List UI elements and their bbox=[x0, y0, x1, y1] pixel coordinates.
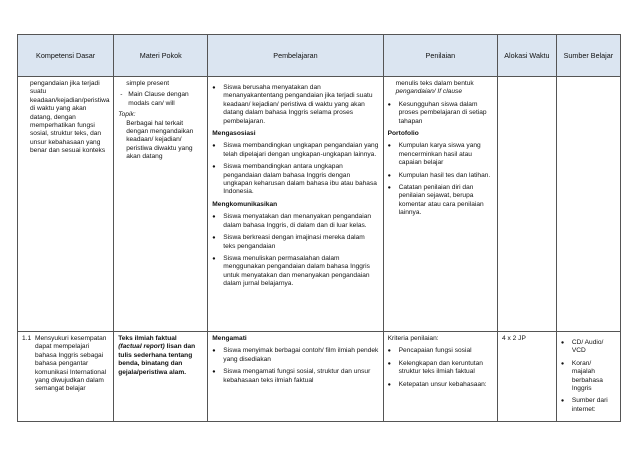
header-materi-pokok: Materi Pokok bbox=[114, 35, 208, 77]
row2-kd-number: 1.1 bbox=[22, 335, 32, 342]
row1-sumber-cell bbox=[556, 77, 620, 332]
row2-pemb-bullet: ● Siswa mengamati fungsi sosial, struktur dan unsur kebahasaan teks ilmiah faktual bbox=[212, 368, 378, 385]
row2-kd-cell bbox=[18, 332, 114, 422]
row1-pemb-bullet: ● Siswa berusaha menyatakan dan menanyakantentang pengandaian jika terjadi suatu keadaan/ kejadian/ peristiwa di waktu yang akan datang dalam bahasa Inggris selama proses pembelajaran. bbox=[212, 84, 378, 126]
row2-pen-bullet: ● Ketepatan unsur kebahasaan: bbox=[388, 381, 493, 389]
row2-materi-bold2: lisan dan tulis sederhana tentang benda, binatang dan gejala/peristiwa alam. bbox=[118, 343, 196, 376]
row2-pemb-bullet: ● Siswa menyimak berbagai contoh/ film ilmiah pendek yang disediakan bbox=[212, 347, 378, 364]
row2-materi-italic: (factual report) bbox=[118, 343, 165, 351]
row1-pemb-bullet: ● Siswa membandingkan antara ungkapan pengandaian dalam bahasa Inggris dengan ungkapan keharusan dalam bahasa ibu atau bahasa Indonesia. bbox=[212, 163, 378, 197]
row2-pen-bullet: ● Pencapaian fungsi sosial bbox=[388, 347, 493, 355]
row1-pen-line1: menulis teks dalam bentuk bbox=[395, 80, 474, 87]
header-alokasi-waktu: Alokasi Waktu bbox=[498, 35, 557, 77]
header-kompetensi-dasar: Kompetensi Dasar bbox=[18, 35, 114, 77]
row1-materi-dash: - Main Clause dengan modals can/ will bbox=[118, 91, 203, 108]
table-row bbox=[18, 332, 621, 422]
row1-kd-cell bbox=[18, 77, 114, 332]
row1-pemb-bullet: ● Siswa berkreasi dengan imajinasi mereka dalam teks pengandaian bbox=[212, 234, 378, 251]
row2-pemb-section-mengamati: Mengamati bbox=[212, 335, 247, 342]
row1-pemb-bullet: ● Siswa menuliskan permasalahan dalam menggunakan pengandaian dalam bahasa Inggris untuk menyatakan dan menanyakan pengandaian dalam jurnal belajarnya. bbox=[212, 255, 378, 289]
header-row bbox=[18, 35, 621, 77]
row2-materi-bold1: Teks ilmiah faktual bbox=[118, 335, 177, 342]
row2-alokasi-value: 4 x 2 JP bbox=[502, 335, 526, 342]
row2-materi-cell bbox=[114, 332, 208, 422]
row2-sumber-item: ● CD/ Audio/ VCD bbox=[561, 339, 616, 356]
row1-pemb-bullet: ● Siswa menyatakan dan menanyakan pengandaian dalam bahasa Inggris, di dalam dan di luar kelas. bbox=[212, 213, 378, 230]
row1-pemb-section-mengkomunikasikan: Mengkomunikasikan bbox=[212, 200, 278, 208]
row2-kd-text: Mensyukuri kesempatan dapat mempelajari bahasa Inggris sebagai bahasa pengantar komunikasi International yang diwujudkan dalam semangat belajar bbox=[35, 335, 107, 393]
syllabus-table bbox=[17, 34, 621, 422]
header-penilaian: Penilaian bbox=[383, 35, 497, 77]
row1-pemb-section-mengasosiasi: Mengasosiasi bbox=[212, 130, 256, 138]
row1-materi-topik-label: Topik: bbox=[118, 111, 136, 119]
header-pembelajaran: Pembelajaran bbox=[208, 35, 383, 77]
row1-materi-topik: Berbagai hal terkait dengan mengandaikan keadaan/ kejadian/ peristiwa diwaktu yang akan datang bbox=[126, 119, 194, 161]
row1-pen-bullet: ● Kumpulan karya siswa yang mencerminkan hasil atau capaian belajar bbox=[388, 142, 493, 167]
row1-pen-bullet: ● Kesungguhan siswa dalam proses pembelajaran di setiap tahapan bbox=[388, 101, 493, 126]
row1-pen-line1-italic: pengandaian/ If clause bbox=[395, 88, 462, 96]
table-row bbox=[18, 77, 621, 332]
row2-pen-label: Kriteria penilaian: bbox=[387, 335, 439, 342]
row1-materi-cell bbox=[114, 77, 208, 332]
row2-sumber-cell bbox=[556, 332, 620, 422]
row1-pen-bullet: ● Catatan penilaian diri dan penilaian sejawat, berupa komentar atau cara penilaian lainnya. bbox=[388, 184, 493, 218]
row2-kd-item bbox=[22, 335, 109, 394]
row2-sumber-item: ● Koran/ majalah berbahasa Inggris bbox=[561, 360, 616, 394]
row2-penilaian-cell bbox=[383, 332, 497, 422]
row2-alokasi-cell bbox=[498, 332, 557, 422]
row1-pen-section-portofolio: Portofolio bbox=[387, 130, 419, 138]
row1-alokasi-cell bbox=[498, 77, 557, 332]
row1-pen-bullet: ● Kumpulan hasil tes dan latihan. bbox=[388, 172, 493, 180]
row1-kd-text: pengandaian jika terjadi suatu keadaan/kejadian/peristiwa di waktu yang akan datang, dengan memperhatikan fungsi sosial, struktur teks, dan unsur kebahasaan yang benar dan sesuai konteks bbox=[30, 80, 110, 155]
row2-pen-bullet: ● Kelengkapan dan keruntutan struktur teks ilmiah faktual bbox=[388, 360, 493, 377]
row1-pembelajaran-cell bbox=[208, 77, 383, 332]
row1-materi-line1: simple present bbox=[126, 80, 170, 87]
row2-pembelajaran-cell bbox=[208, 332, 383, 422]
header-sumber-belajar: Sumber Belajar bbox=[556, 35, 620, 77]
row2-sumber-item: ● Sumber dari internet: bbox=[561, 397, 616, 414]
row1-penilaian-cell bbox=[383, 77, 497, 332]
row1-pemb-bullet: ● Siswa membandingkan ungkapan pengandaian yang telah dipelajari dengan ungkapan-ungkapan lainnya. bbox=[212, 142, 378, 159]
